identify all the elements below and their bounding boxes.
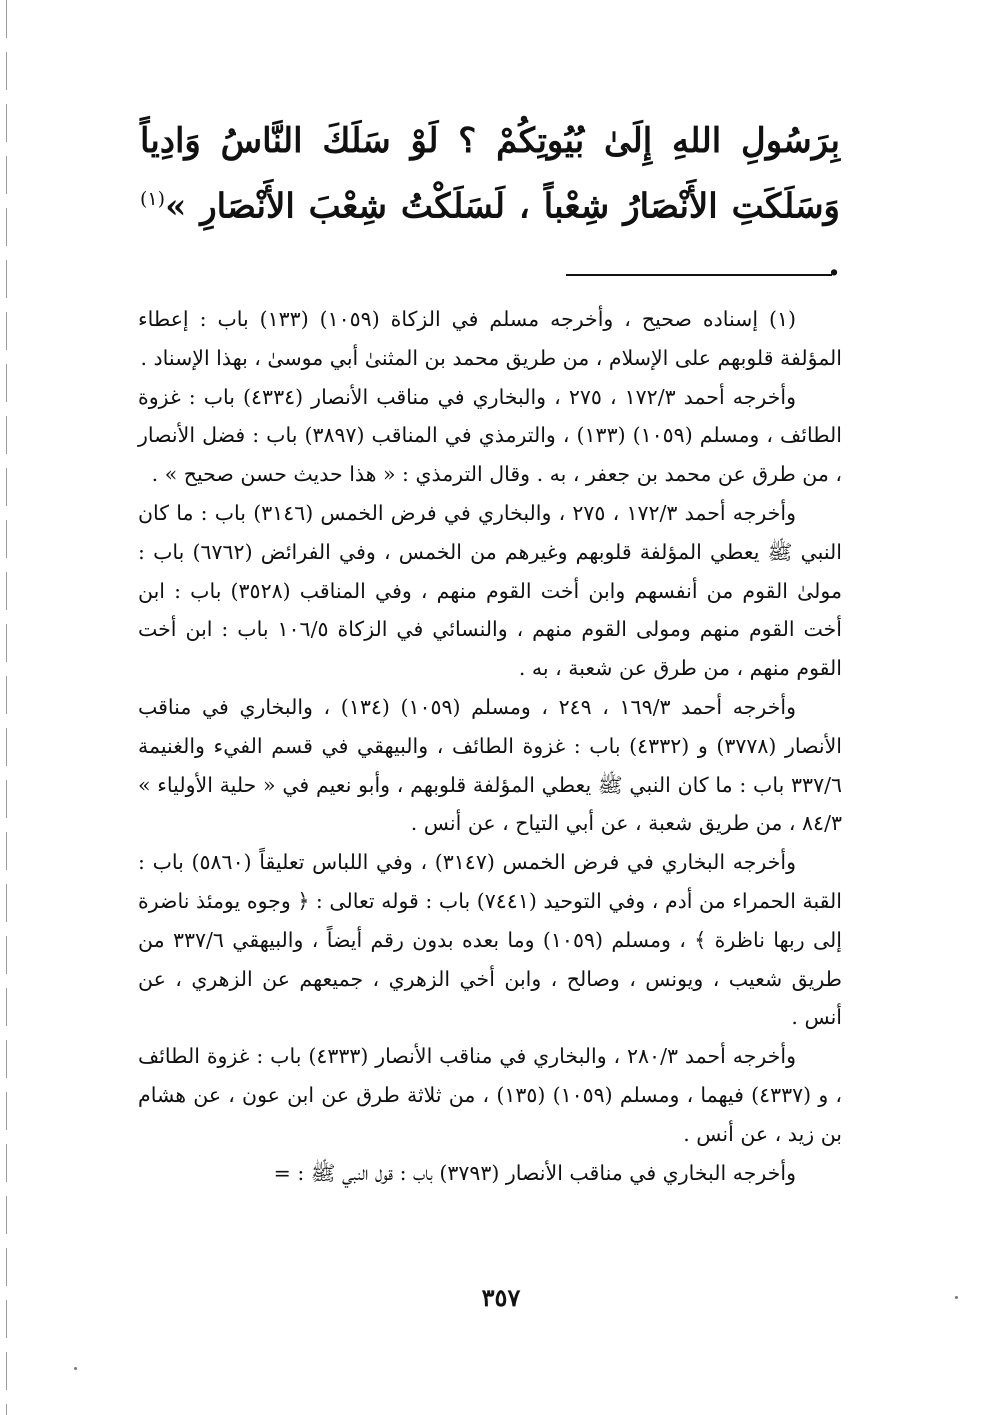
footnote-marker: (١) [768,307,796,331]
footnote-paragraph: وأخرجه أحمد ١٧٢/٣ ، ٢٧٥ ، والبخاري في مناقب الأنصار (٤٣٣٤) باب : غزوة الطائف ، ومسلم (١٠٥٩) (١٣٣) ، والترمذي في المناقب (٣٨٩٧) باب : فضل الأنصار ، من طرق عن محمد بن جعفر ، به . وقال الترمذي : « هذا حديث حسن صحيح » . [138,384,842,487]
hadith-line-1: بِرَسُولِ اللهِ إِلَىٰ بُيُوتِكُمْ ؟ لَوْ سَلَكَ النَّاسُ وَادِياً وَسَلَكَتِ الأَنْصَارُ [140,121,840,227]
scan-binding-edge [6,0,7,1415]
footnote-paragraph: وأخرجه أحمد ٢٨٠/٣ ، والبخاري في مناقب الأنصار (٤٣٣٣) باب : غزوة الطائف ، و (٤٣٣٧) فيهما ، ومسلم (١٠٥٩) (١٣٥) ، من ثلاثة طرق عن ابن عون ، عن هشام بن زيد ، عن أنس . [138,1044,843,1146]
footnote-paragraph: وأخرجه أحمد ١٧٢/٣ ، ٢٧٥ ، والبخاري في فرض الخمس (٣١٤٦) باب : ما كان النبي ﷺ يعطي المؤلفة قلوبهم وغيرهم من الخمس ، وفي الفرائض (٦٧٦٢) باب : مولىٰ القوم من أنفسهم وابن أخت القوم منهم ، وفي المناقب (٣٥٢٨) باب : ابن أخت القوم منهم ومولى القوم منهم ، والنسائي في الزكاة ١٠٦/٥ باب : ابن أخت القوم منهم ، من طرق عن شعبة ، به . [138,500,842,681]
hadith-text [140,112,840,293]
scan-speck [955,1296,958,1299]
footnote-paragraph: وأخرجه البخاري في مناقب الأنصار (٣٧٩٣) باب : قول النبي ﷺ : = [273,1160,796,1185]
page-number: ٣٥٧ [481,1283,521,1312]
hadith-end: . [828,244,840,285]
footnote-separator [566,274,832,276]
footnote-paragraph: وأخرجه البخاري في فرض الخمس (٣١٤٧) ، وفي اللباس تعليقاً (٥٨٦٠) باب : القبة الحمراء من أدم ، وفي التوحيد (٧٤٤١) باب : قوله تعالى : ﴿ وجوه يومئذ ناضرة إلى ربها ناظرة ﴾ ، ومسلم (١٠٥٩) وما بعده بدون رقم أيضاً ، والبيهقي ٣٣٧/٦ من طريق شعيب ، ويونس ، وصالح ، وابن أخي الزهري ، جميعهم عن الزهري ، عن أنس . [138,850,842,1030]
footnotes [138,300,842,1192]
scan-speck [74,1367,77,1370]
footnote-paragraph: (١) إسناده صحيح ، وأخرجه مسلم في الزكاة (١٠٥٩) (١٣٣) باب : إعطاء المؤلفة قلوبهم على الإسلام ، من طريق محمد بن المثنىٰ أبي موسىٰ ، بهذا الإسناد . [138,307,842,370]
hadith-line-2: شِعْباً ، لَسَلَكْتُ شِعْبَ الأَنْصَارِ » [165,186,610,227]
footnote-paragraph: وأخرجه أحمد ١٦٩/٣ ، ٢٤٩ ، ومسلم (١٠٥٩) (١٣٤) ، والبخاري في مناقب الأنصار (٣٧٧٨) و (٤٣٣٢) باب : غزوة الطائف ، والبيهقي في قسم الفيء والغنيمة ٣٣٧/٦ باب : ما كان النبي ﷺ يعطي المؤلفة قلوبهم ، وأبو نعيم في « حلية الأولياء » ٨٤/٣ ، من طريق شعبة ، عن أبي التياح ، عن أنس . [138,694,842,836]
footnote-reference: (١) [140,188,166,210]
